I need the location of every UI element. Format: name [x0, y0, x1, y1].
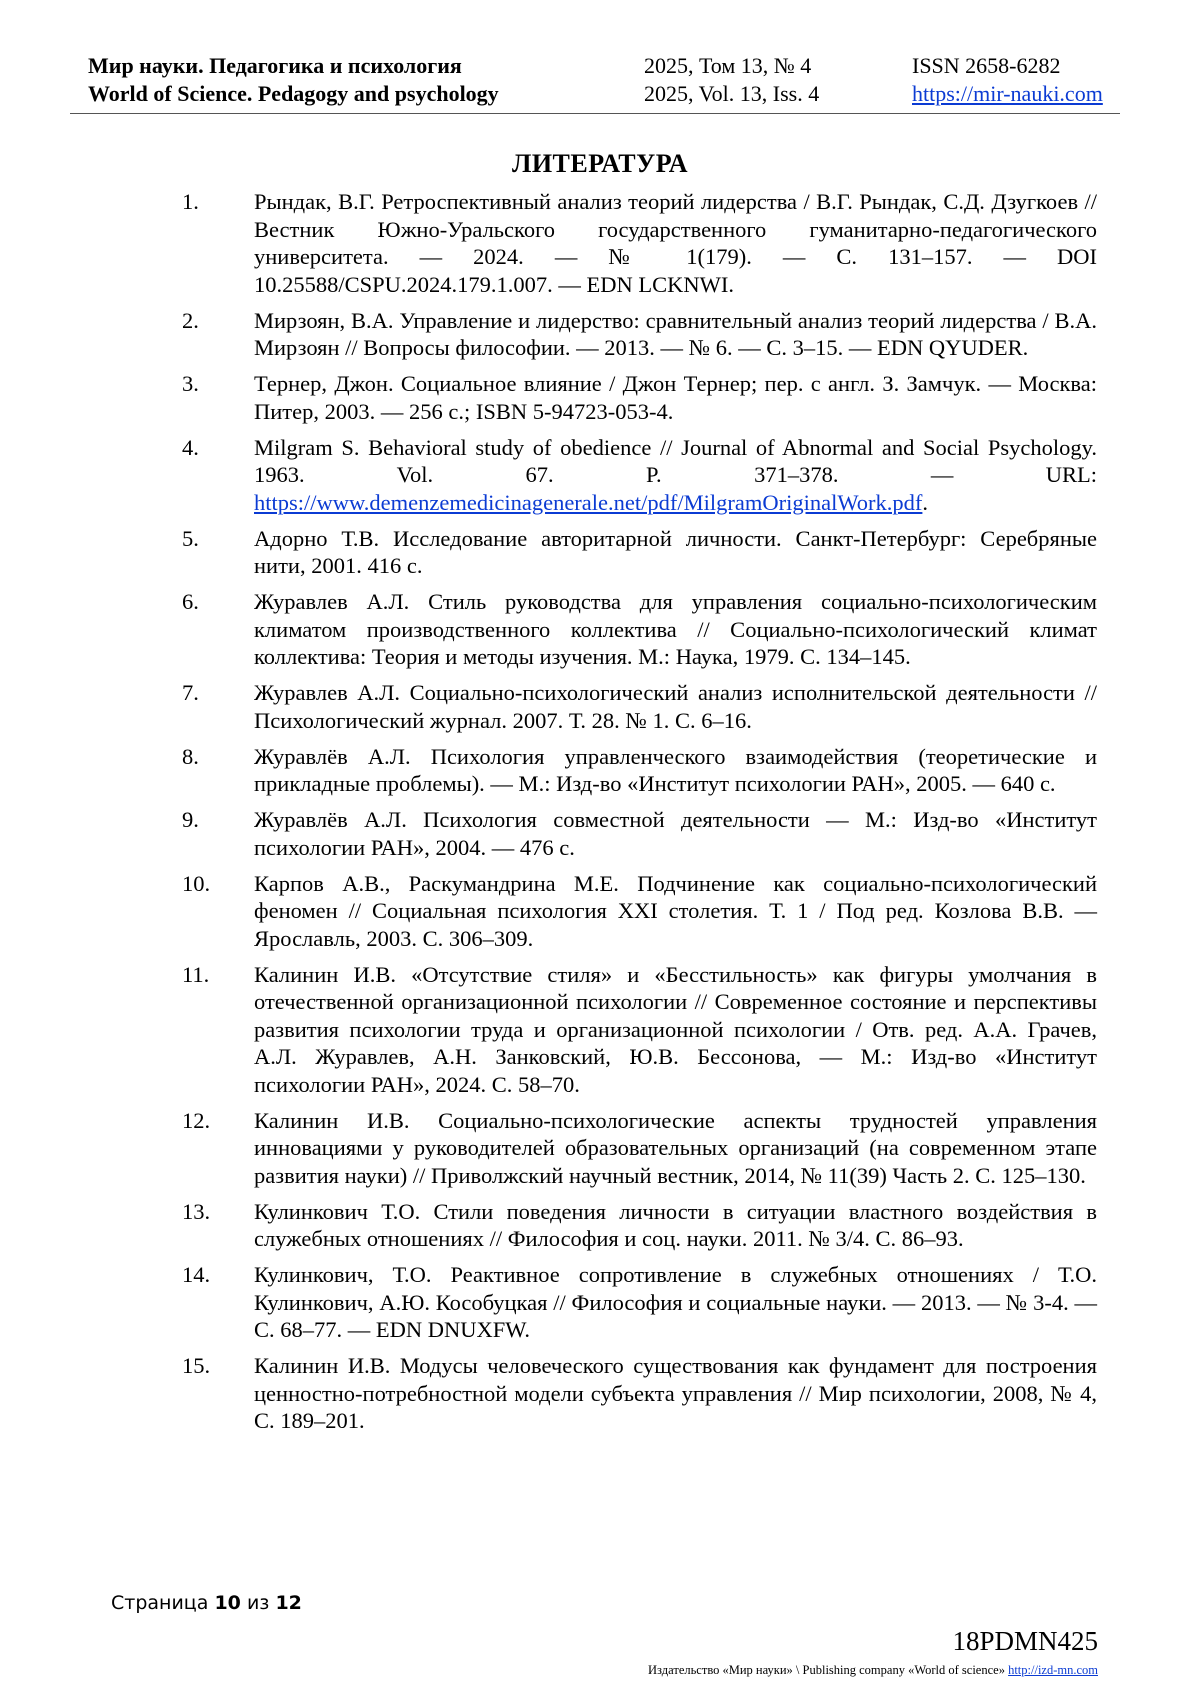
page-current: 10	[214, 1592, 241, 1614]
reference-item	[0, 1261, 1097, 1344]
reference-body: Рындак, В.Г. Ретроспективный анализ теорий лидерства / В.Г. Рындак, С.Д. Дзугкоев // Вестник Южно-Уральского государственного гуманитарно-педагогического университета. — 2024. — № 1(179). — С. 131–157. — DOI 10.25588/CSPU.2024.179.1.007. — EDN LCKNWI.	[254, 189, 1097, 297]
reference-item	[0, 1352, 1097, 1435]
reference-body: Тернер, Джон. Социальное влияние / Джон Тернер; пер. с англ. З. Замчук. — Москва: Питер, 2003. — 256 с.; ISBN 5-94723-053-4.	[254, 371, 1097, 424]
reference-text	[254, 370, 1097, 425]
reference-number: 8.	[182, 743, 199, 769]
reference-number: 10.	[182, 870, 211, 896]
journal-title-ru: Мир науки. Педагогика и психология	[88, 53, 462, 78]
reference-item	[0, 806, 1097, 861]
reference-text	[254, 434, 1097, 517]
reference-text	[254, 1107, 1097, 1190]
issue-block	[644, 52, 819, 108]
reference-body: Калинин И.В. Социально-психологические аспекты трудностей управления инновациями у руководителей образовательных организаций (на современном этапе развития науки) // Приволжский научный вестник, 2014, № 11(39) Часть 2. С. 125–130.	[254, 1107, 1097, 1188]
page-total: 12	[275, 1592, 302, 1614]
publisher-line	[648, 1663, 1098, 1678]
reference-list	[0, 188, 1200, 1443]
reference-item	[0, 743, 1097, 798]
journal-site-link[interactable]: https://mir-nauki.com	[912, 81, 1103, 106]
reference-item	[0, 188, 1097, 298]
reference-text	[254, 870, 1097, 953]
reference-body: Калинин И.В. «Отсутствие стиля» и «Бесстильность» как фигуры умолчания в отечественной организационной психологии // Современное состояние и перспективы развития психологии труда и организационной психологии / Отв. ред. А.А. Грачев, А.Л. Журавлев, А.Н. Занковский, Ю.В. Бессонова, — М.: Изд-во «Институт психологии РАН», 2024. С. 58–70.	[254, 961, 1097, 1097]
reference-body: Мирзоян, В.А. Управление и лидерство: сравнительный анализ теорий лидерства / В.А. Мирзоян // Вопросы философии. — 2013. — № 6. — С. 3–15. — EDN QYUDER.	[254, 307, 1097, 360]
journal-header	[88, 52, 1118, 110]
reference-body: Milgram S. Behavioral study of obedience // Journal of Abnormal and Social Psychology. 1963. Vol. 67. P. 371–378. — URL:	[254, 434, 1097, 487]
reference-body: Кулинкович, Т.О. Реактивное сопротивление в служебных отношениях / Т.О. Кулинкович, А.Ю. Кособуцкая // Философия и социальные науки. — 2013. — № 3-4. — С. 68–77. — EDN DNUXFW.	[254, 1262, 1097, 1342]
header-divider	[70, 113, 1120, 114]
reference-text	[254, 1352, 1097, 1435]
reference-body: Кулинкович Т.О. Стили поведения личности в ситуации властного воздействия в служебных отношениях // Философия и соц. науки. 2011. № 3/4. С. 86–93.	[254, 1198, 1097, 1251]
reference-link[interactable]: https://www.demenzemedicinagenerale.net/pdf/MilgramOriginalWork.pdf	[254, 489, 923, 515]
reference-number: 13.	[182, 1198, 211, 1224]
reference-number: 7.	[182, 680, 199, 705]
reference-item	[0, 1198, 1097, 1253]
reference-text	[254, 679, 1097, 734]
reference-body: Журавлёв А.Л. Психология управленческого взаимодействия (теоретические и прикладные проблемы). — М.: Изд-во «Институт психологии РАН», 2005. — 640 с.	[254, 743, 1097, 796]
reference-text	[254, 806, 1097, 861]
reference-number: 4.	[182, 434, 199, 460]
publisher-text: Издательство «Мир науки» \ Publishing company «World of science»	[648, 1663, 1005, 1677]
reference-text	[254, 588, 1097, 671]
reference-text	[254, 307, 1097, 362]
reference-item	[0, 679, 1097, 734]
issue-en: 2025, Vol. 13, Iss. 4	[644, 81, 820, 106]
reference-number: 14.	[182, 1262, 211, 1287]
reference-text	[254, 1198, 1097, 1253]
journal-title-en: World of Science. Pedagogy and psychology	[88, 81, 499, 106]
article-code: 18PDMN425	[952, 1626, 1098, 1656]
publisher-link[interactable]: http://izd-mn.com	[1008, 1663, 1098, 1677]
reference-item	[0, 588, 1097, 671]
reference-number: 6.	[182, 589, 199, 614]
reference-item	[0, 1107, 1097, 1190]
issn-block	[912, 52, 1103, 108]
reference-text	[254, 188, 1097, 298]
reference-number: 5.	[182, 525, 199, 551]
page-number	[111, 1592, 302, 1614]
reference-item	[0, 434, 1097, 517]
reference-number: 15.	[182, 1353, 211, 1378]
reference-number: 9.	[182, 807, 199, 832]
reference-item	[0, 870, 1097, 953]
reference-number: 1.	[182, 189, 199, 214]
reference-body: Журавлёв А.Л. Психология совместной деятельности — М.: Изд-во «Институт психологии РАН», 2004. — 476 с.	[254, 807, 1097, 860]
reference-item	[0, 525, 1097, 580]
reference-item	[0, 307, 1097, 362]
reference-number: 2.	[182, 307, 199, 333]
reference-text	[254, 1261, 1097, 1344]
reference-text	[254, 961, 1097, 1099]
reference-body: Журавлев А.Л. Стиль руководства для управления социально-психологическим климатом производственного коллектива // Социально-психологический климат коллектива: Теория и методы изучения. М.: Наука, 1979. С. 134–145.	[254, 589, 1097, 669]
reference-body: Калинин И.В. Модусы человеческого существования как фундамент для построения ценностно-потребностной модели субъекта управления // Мир психологии, 2008, № 4, С. 189–201.	[254, 1353, 1097, 1433]
reference-item	[0, 961, 1097, 1099]
reference-tail: .	[922, 489, 929, 515]
page-word: Страница	[111, 1592, 209, 1614]
reference-body: Журавлев А.Л. Социально-психологический анализ исполнительской деятельности // Психологический журнал. 2007. Т. 28. № 1. С. 6–16.	[254, 680, 1097, 733]
journal-title-block	[88, 52, 499, 108]
section-title: ЛИТЕРАТУРА	[511, 149, 689, 178]
reference-text	[254, 525, 1097, 580]
page-of: из	[246, 1592, 270, 1614]
reference-number: 11.	[182, 961, 210, 987]
reference-body: Карпов А.В., Раскумандрина М.Е. Подчинение как социально-психологический феномен // Социальная психология XXI столетия. Т. 1 / Под ред. Козлова В.В. — Ярославль, 2003. С. 306–309.	[254, 870, 1097, 951]
reference-item	[0, 370, 1097, 425]
reference-body: Адорно Т.В. Исследование авторитарной личности. Санкт-Петербург: Серебряные нити, 2001. 416 с.	[254, 525, 1097, 578]
reference-number: 3.	[182, 371, 199, 396]
reference-text	[254, 743, 1097, 798]
issue-ru: 2025, Том 13, № 4	[644, 53, 812, 78]
issn: ISSN 2658-6282	[912, 53, 1061, 78]
reference-number: 12.	[182, 1107, 211, 1133]
